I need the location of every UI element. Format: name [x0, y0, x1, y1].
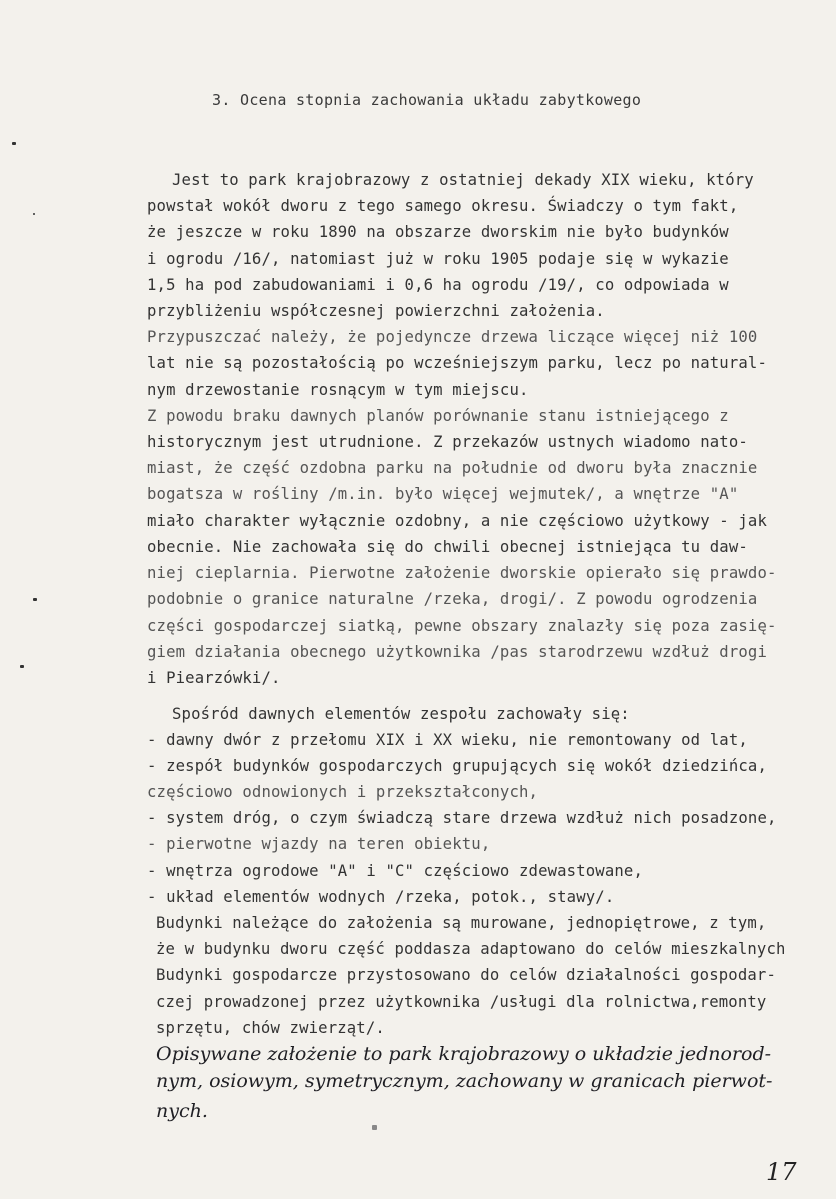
text-line: Z powodu braku dawnych planów porównanie stanu istniejącego z: [147, 407, 729, 425]
text-line: - zespół budynków gospodarczych grupujących się wokół dziedzińca,: [147, 757, 767, 775]
paper-speck: [33, 598, 37, 601]
text-line: - dawny dwór z przełomu XIX i XX wieku, nie remontowany od lat,: [147, 731, 748, 749]
text-line: lat nie są pozostałością po wcześniejszym parku, lecz po natural-: [147, 354, 767, 372]
paper-speck: [372, 1125, 377, 1130]
text-line: Budynki należące do założenia są murowane, jednopiętrowe, z tym,: [156, 914, 767, 932]
text-line: Jest to park krajobrazowy z ostatniej dekady XIX wieku, który: [172, 171, 754, 189]
text-line: nym drzewostanie rosnącym w tym miejscu.: [147, 381, 529, 399]
text-line: miast, że część ozdobna parku na południe od dworu była znacznie: [147, 459, 758, 477]
text-line: - układ elementów wodnych /rzeka, potok., stawy/.: [147, 888, 615, 906]
text-line: podobnie o granice naturalne /rzeka, drogi/. Z powodu ogrodzenia: [147, 590, 758, 608]
handwritten-line: nym, osiowym, symetrycznym, zachowany w granicach pierwot-: [156, 1070, 773, 1092]
handwritten-line: nych.: [156, 1100, 208, 1122]
section-title: 3. Ocena stopnia zachowania układu zabytkowego: [212, 91, 642, 109]
text-line: i Piearzówki/.: [147, 669, 281, 687]
paper-speck: [33, 213, 35, 215]
text-line: przybliżeniu współczesnej powierzchni założenia.: [147, 302, 605, 320]
text-line: niej cieplarnia. Pierwotne założenie dworskie opierało się prawdo-: [147, 564, 777, 582]
text-line: i ogrodu /16/, natomiast już w roku 1905 podaje się w wykazie: [147, 250, 729, 268]
text-line: czej prowadzonej przez użytkownika /usługi dla rolnictwa,remonty: [156, 993, 767, 1011]
text-line: - wnętrza ogrodowe "A" i "C" częściowo zdewastowane,: [147, 862, 643, 880]
text-line: że w budynku dworu część poddasza adaptowano do celów mieszkalnych: [156, 940, 786, 958]
text-line: Przypuszczać należy, że pojedyncze drzewa liczące więcej niż 100: [147, 328, 758, 346]
text-line: miało charakter wyłącznie ozdobny, a nie częściowo użytkowy - jak: [147, 512, 767, 530]
text-line: że jeszcze w roku 1890 na obszarze dworskim nie było budynków: [147, 223, 729, 241]
text-line: 1,5 ha pod zabudowaniami i 0,6 ha ogrodu /19/, co odpowiada w: [147, 276, 729, 294]
text-line: historycznym jest utrudnione. Z przekazów ustnych wiadomo nato-: [147, 433, 748, 451]
text-line: - pierwotne wjazdy na teren obiektu,: [147, 835, 491, 853]
text-line: sprzętu, chów zwierząt/.: [156, 1019, 385, 1037]
text-line: Budynki gospodarcze przystosowano do celów działalności gospodar-: [156, 966, 776, 984]
text-line: części gospodarczej siatką, pewne obszary znalazły się poza zasię-: [147, 617, 777, 635]
paper-speck: [20, 665, 24, 668]
page-number: 17: [766, 1158, 797, 1186]
text-line: bogatsza w rośliny /m.in. było więcej wejmutek/, a wnętrze "A": [147, 485, 739, 503]
handwritten-line: Opisywane założenie to park krajobrazowy o układzie jednorod-: [156, 1043, 772, 1065]
paper-speck: [12, 142, 16, 145]
text-line: giem działania obecnego użytkownika /pas starodrzewu wzdłuż drogi: [147, 643, 767, 661]
text-line: Spośród dawnych elementów zespołu zachowały się:: [172, 705, 630, 723]
text-line: - system dróg, o czym świadczą stare drzewa wzdłuż nich posadzone,: [147, 809, 777, 827]
text-line: powstał wokół dworu z tego samego okresu. Świadczy o tym fakt,: [147, 197, 739, 215]
text-line: obecnie. Nie zachowała się do chwili obecnej istniejąca tu daw-: [147, 538, 748, 556]
text-line: częściowo odnowionych i przekształconych,: [147, 783, 539, 801]
